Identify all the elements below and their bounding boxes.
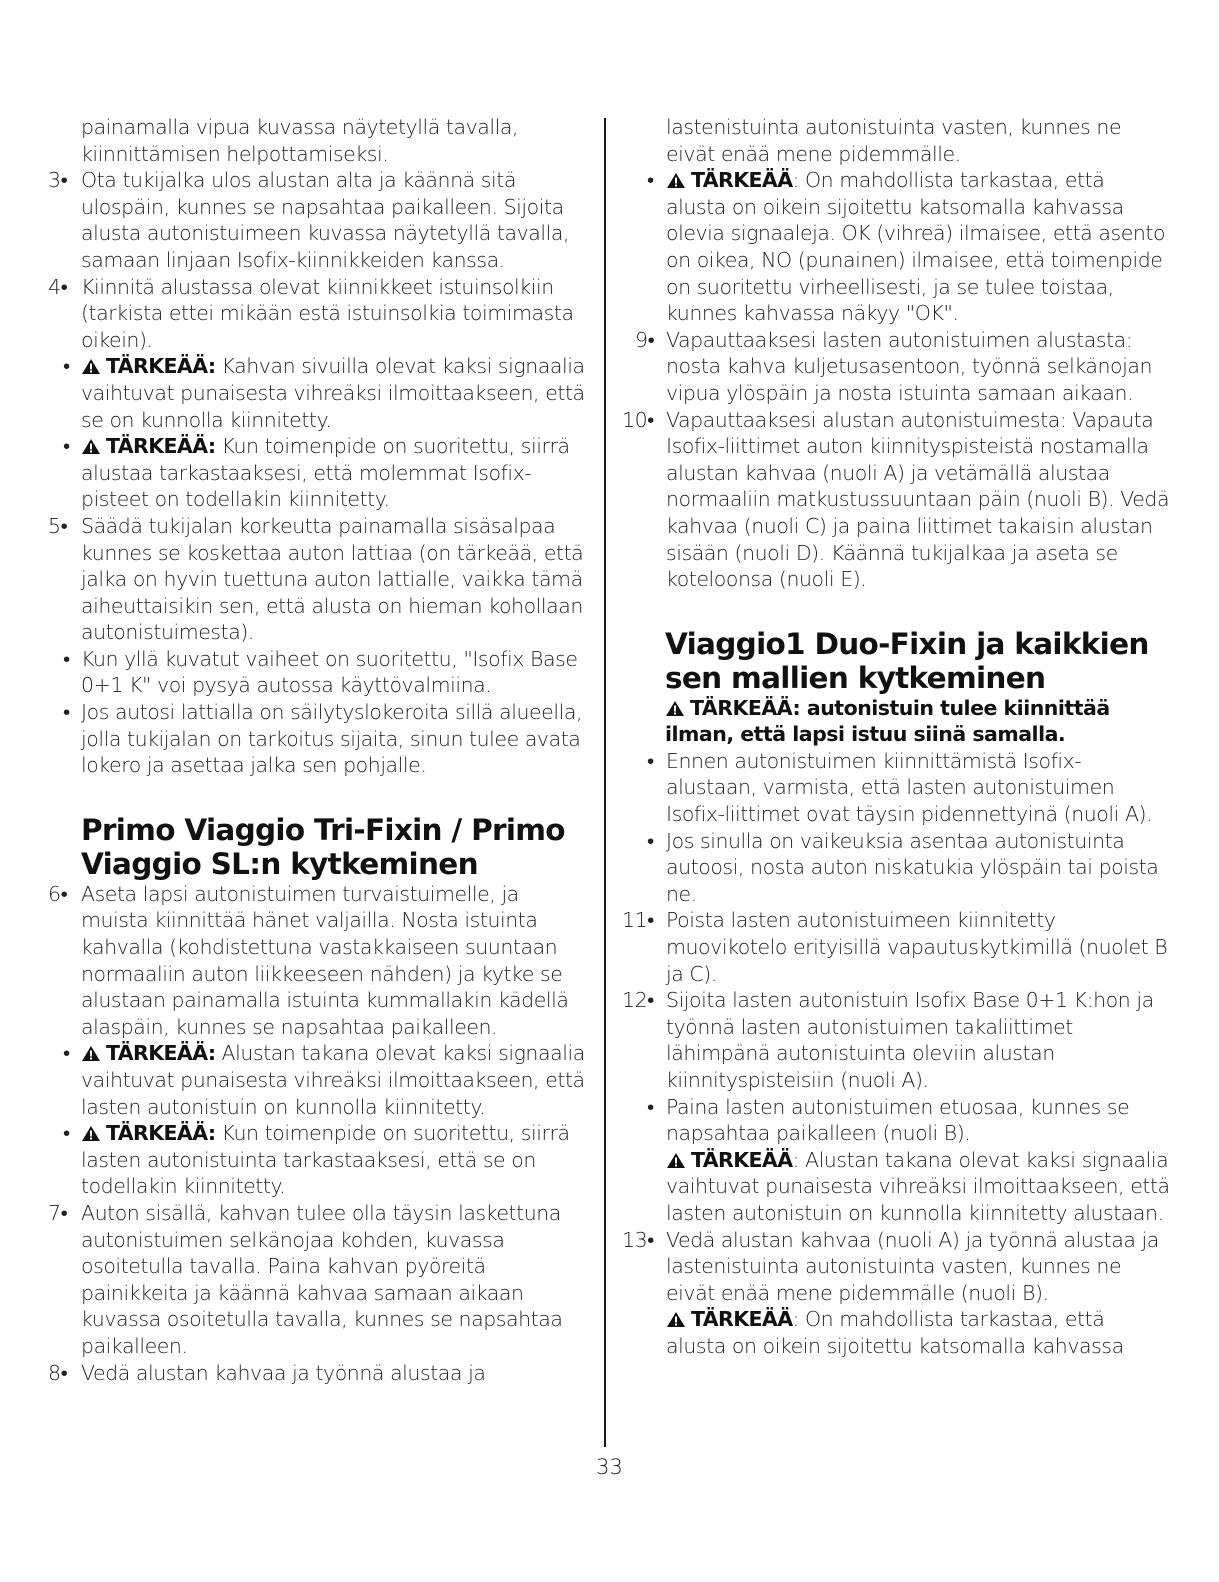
step-text: Vedä alustan kahvaa ja työnnä alustaa ja	[81, 1360, 486, 1385]
important-note-text: TÄRKEÄÄ: autonistuin tulee kiinnittää ilman, että lapsi istuu siinä samalla.	[665, 695, 1110, 747]
bullet-text: Jos sinulla on vaikeuksia asentaa autonistuinta autoosi, nosta auton niskatukia ylöspäin tai poista ne.	[666, 828, 1159, 906]
bullet-item	[48, 699, 588, 779]
column-divider	[604, 118, 606, 1447]
right-intro	[622, 114, 1170, 167]
bullet-marker: •	[647, 168, 654, 193]
step-number: 10•	[622, 407, 654, 432]
step-text: Sijoita lasten autonistuin Isofix Base 0+1 K:hon ja työnnä lasten autonistuimen takaliittimet lähimpänä autonistuinta oleviin alustan kiinnityspisteisiin (nuoli A).	[666, 988, 1154, 1092]
step-6	[48, 881, 588, 1041]
bullet-marker: •	[63, 1041, 70, 1066]
step-text: Aseta lapsi autonistuimen turvaistuimelle, ja muista kiinnittää hänet valjailla. Nosta istuinta kahvalla (kohdistettuna vastakkaiseen suuntaan normaaliin auton liikkeeseen nähden) ja kytke se alustaan painamalla istuinta kummallakin kädellä alaspäin, kunnes se napsahtaa paikalleen.	[81, 881, 569, 1039]
step-number: 4•	[48, 274, 68, 299]
paragraph-text: painamalla vipua kuvassa näytetyllä tavalla, kiinnittämisen helpottamiseksi.	[81, 115, 519, 166]
warning-triangle-icon	[666, 1152, 686, 1169]
warning-label: TÄRKEÄÄ	[691, 168, 793, 193]
step-13	[622, 1227, 1170, 1307]
warning-triangle-icon	[81, 438, 101, 455]
step-9	[622, 327, 1170, 407]
warning-triangle-icon	[81, 1045, 101, 1062]
step-3	[48, 167, 588, 273]
bullet-marker: •	[647, 828, 654, 853]
warning-triangle-icon	[81, 1125, 101, 1142]
step-12	[622, 987, 1170, 1093]
warning-6	[622, 1147, 1170, 1227]
step-4	[48, 274, 588, 354]
left-intro	[48, 114, 588, 167]
step-text: Vapauttaaksesi alustan autonistuimesta: Vapauta Isofix-liittimet auton kiinnityspisteistä nostamalla alustan kahvaa (nuoli A) ja vetämällä alustaa normaaliin matkustussuuntaan päin (nuoli B). Vedä kahvaa (nuoli C) ja paina liittimet takaisin alustan sisään (nuoli D). Käännä tukijalkaa ja aseta se koteloonsa (nuoli E).	[666, 407, 1170, 592]
warning-7	[622, 1306, 1170, 1359]
warning-triangle-icon	[666, 1311, 686, 1328]
warning-label: TÄRKEÄÄ:	[106, 1041, 216, 1066]
warning-3	[48, 1040, 588, 1120]
left-column	[48, 114, 588, 1386]
step-number: 8•	[48, 1360, 68, 1385]
step-7	[48, 1200, 588, 1360]
warning-text: Kahvan sivuilla olevat kaksi signaalia vaihtuvat punaisesta vihreäksi ilmoittaakseen, että se on kunnolla kiinnitetty.	[81, 354, 585, 432]
warning-label: TÄRKEÄÄ:	[106, 354, 216, 379]
bullet-marker: •	[647, 748, 654, 773]
step-number: 3•	[48, 168, 68, 193]
bullet-marker: •	[63, 1121, 70, 1146]
step-10	[622, 407, 1170, 593]
step-text: Ota tukijalka ulos alustan alta ja käännä sitä ulospäin, kunnes se napsahtaa paikalleen. Sijoita alusta autonistuimeen kuvassa näytetyllä tavalla, samaan linjaan Isofix-kiinnikkeiden kanssa.	[81, 168, 570, 272]
warning-text: : On mahdollista tarkastaa, että alusta on oikein sijoitettu katsomalla kahvassa	[666, 1307, 1124, 1358]
bullet-item	[622, 748, 1170, 828]
warning-text: Kun toimenpide on suoritettu, siirrä lasten autonistuinta tarkastaaksesi, että se on todellakin kiinnitetty.	[81, 1121, 570, 1199]
step-text: Säädä tukijalan korkeutta painamalla sisäsalpaa kunnes se koskettaa auton lattiaa (on tärkeää, että jalka on hyvin tuettuna auton lattialle, vaikka tämä aiheuttaisikin sen, että alusta on hieman kohollaan autonistuimesta).	[81, 513, 584, 645]
step-text: Vedä alustan kahvaa (nuoli A) ja työnnä alustaa ja lastenistuinta autonistuinta vasten, kunnes ne eivät enää mene pidemmälle (nuoli B).	[666, 1227, 1159, 1305]
paragraph-text: lastenistuinta autonistuinta vasten, kunnes ne eivät enää mene pidemmälle.	[666, 115, 1122, 166]
step-number: 5•	[48, 513, 68, 538]
step-text: Poista lasten autonistuimeen kiinnitetty muovikotelo erityisillä vapautuskytkimillä (nuolet B ja C).	[666, 908, 1168, 986]
step-number: 7•	[48, 1200, 68, 1225]
page-number: 33	[596, 1455, 623, 1479]
bullet-item	[48, 646, 588, 699]
section-heading: Viaggio1 Duo-Fixin ja kaikkien sen mallien kytkeminen	[665, 626, 1149, 695]
step-number: 12•	[622, 988, 654, 1013]
right-column	[622, 114, 1170, 1360]
section-heading: Primo Viaggio Tri-Fixin / Primo Viaggio SL:n kytkeminen	[81, 812, 565, 881]
bullet-item	[622, 1094, 1170, 1147]
step-number: 13•	[622, 1227, 654, 1252]
warning-text: : On mahdollista tarkastaa, että alusta on oikein sijoitettu katsomalla kahvassa olevia signaaleja. OK (vihreä) ilmaisee, että asento on oikea, NO (punainen) ilmaisee, että toimenpide on suoritettu virheellisesti, ja se tulee toistaa, kunnes kahvassa näkyy "OK".	[666, 168, 1166, 326]
step-8	[48, 1360, 588, 1387]
step-text: Kiinnitä alustassa olevat kiinnikkeet istuinsolkiin (tarkista ettei mikään estä istuinsolkia toimimasta oikein).	[81, 274, 574, 352]
bullet-text: Kun yllä kuvatut vaiheet on suoritettu, "Isofix Base 0+1 K" voi pysyä autossa käyttövalmiina.	[81, 646, 578, 698]
bullet-marker: •	[647, 1094, 654, 1119]
warning-label: TÄRKEÄÄ	[691, 1147, 793, 1172]
step-number: 11•	[622, 908, 654, 933]
bullet-marker: •	[63, 354, 70, 379]
warning-triangle-icon	[81, 358, 101, 375]
important-note	[622, 695, 1170, 748]
warning-text: Alustan takana olevat kaksi signaalia vaihtuvat punaisesta vihreäksi ilmoittaakseen, että lasten autonistuin on kunnolla kiinnitetty.	[81, 1041, 585, 1119]
step-text: Vapauttaaksesi lasten autonistuimen alustasta: nosta kahva kuljetusasentoon, työnnä selkänojan vipua ylöspäin ja nosta istuinta samaan aikaan.	[666, 327, 1153, 405]
bullet-marker: •	[63, 700, 70, 725]
step-11	[622, 907, 1170, 987]
bullet-text: Jos autosi lattialla on säilytyslokeroita sillä alueella, jolla tukijalan on tarkoitus sijaita, sinun tulee avata lokero ja asettaa jalka sen pohjalle.	[81, 700, 583, 778]
warning-1	[48, 353, 588, 433]
step-text: Auton sisällä, kahvan tulee olla täysin laskettuna autonistuimen selkänojaa kohden, kuvassa osoitetulla tavalla. Paina kahvan pyöreitä painikkeita ja käännä kahvaa samaan aikaan kuvassa osoitetulla tavalla, kunnes se napsahtaa paikalleen.	[81, 1200, 563, 1358]
warning-label: TÄRKEÄÄ:	[106, 434, 216, 459]
warning-5	[622, 167, 1170, 327]
warning-text: : Alustan takana olevat kaksi signaalia vaihtuvat punaisesta vihreäksi ilmoittaakseen, että lasten autonistuin on kunnolla kiinnitetty alustaan.	[666, 1147, 1170, 1225]
warning-triangle-icon	[666, 172, 686, 189]
warning-label: TÄRKEÄÄ:	[106, 1121, 216, 1146]
warning-4	[48, 1120, 588, 1200]
bullet-item	[622, 828, 1170, 908]
bullet-text: Ennen autonistuimen kiinnittämistä Isofix-alustaan, varmista, että lasten autonistuimen Isofix-liittimet ovat täysin pidennettyinä (nuoli A).	[666, 748, 1153, 827]
warning-triangle-icon	[665, 700, 685, 717]
warning-text: Kun toimenpide on suoritettu, siirrä alustaa tarkastaaksesi, että molemmat Isofix-pisteet on todellakin kiinnitetty.	[81, 434, 570, 512]
step-5	[48, 513, 588, 646]
bullet-marker: •	[63, 646, 70, 671]
warning-2	[48, 433, 588, 513]
step-number: 9•	[635, 327, 655, 352]
step-number: 6•	[48, 881, 68, 906]
bullet-text: Paina lasten autonistuimen etuosaa, kunnes se napsahtaa paikalleen (nuoli B).	[666, 1094, 1130, 1146]
bullet-marker: •	[63, 434, 70, 459]
warning-label: TÄRKEÄÄ	[691, 1307, 793, 1332]
